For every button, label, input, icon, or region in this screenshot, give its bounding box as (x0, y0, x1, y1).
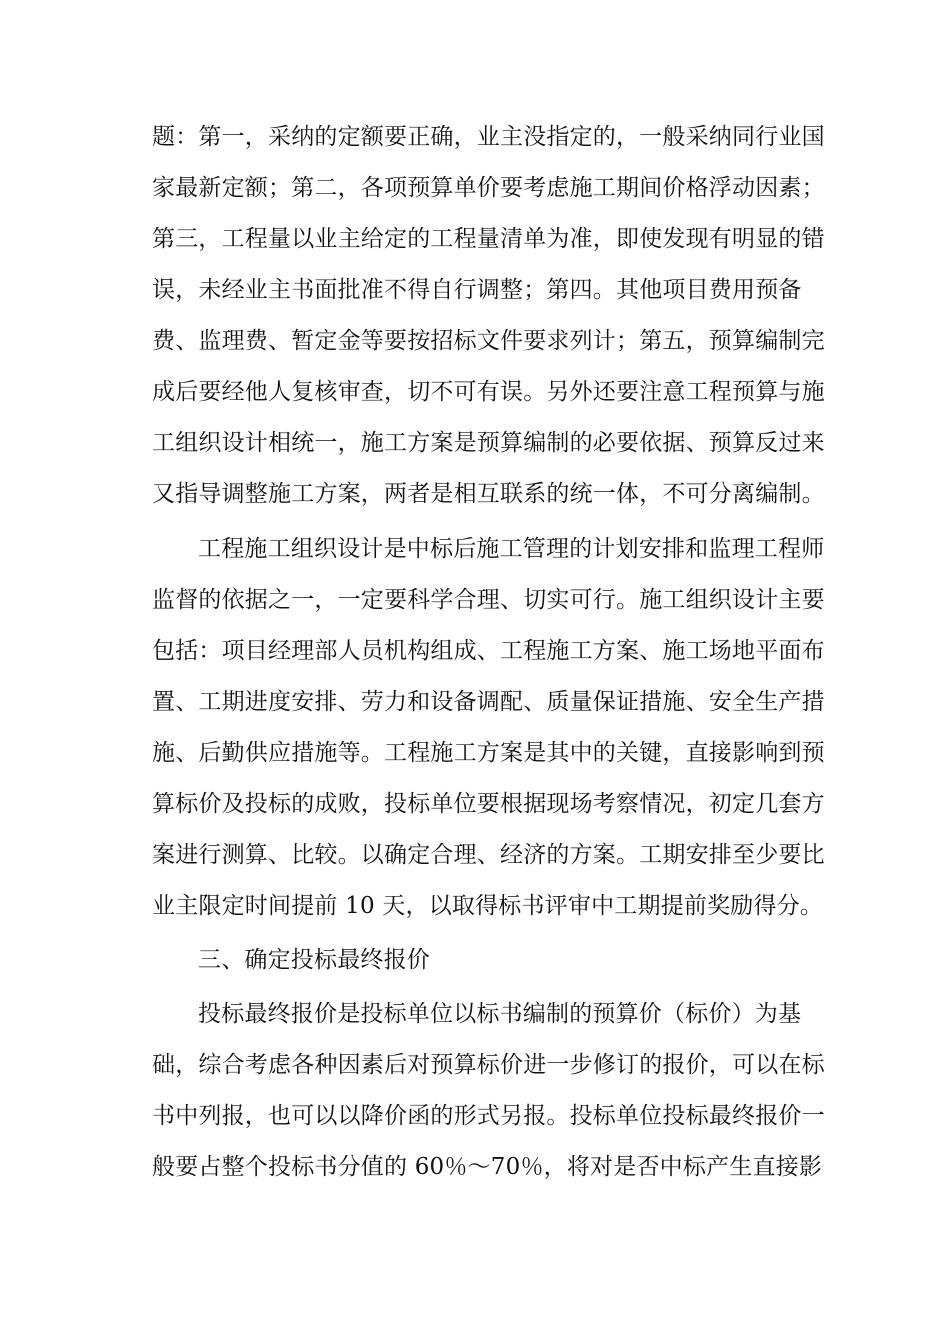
text-line: 工组织设计相统一，施工方案是预算编制的必要依据、预算反过来 (152, 430, 825, 456)
text-line: 包括：项目经理部人员机构组成、工程施工方案、施工场地平面布 (152, 638, 825, 664)
text-line: 算标价及投标的成败，投标单位要根据现场考察情况，初定几套方 (152, 791, 825, 817)
text-line: 施、后勤供应措施等。工程施工方案是其中的关键，直接影响到预 (152, 740, 825, 766)
text-line: 题：第一，采纳的定额要正确，业主没指定的，一般采纳同行业国 (152, 124, 825, 150)
paragraph-first-line: 工程施工组织设计是中标后施工管理的计划安排和监理工程师 (198, 536, 825, 562)
text-line: 费、监理费、暂定金等要按招标文件要求列计；第五，预算编制完 (152, 328, 825, 354)
text-line: 家最新定额；第二，各项预算单价要考虑施工期间价格浮动因素； (152, 175, 825, 201)
text-line: 础，综合考虑各种因素后对预算标价进一步修订的报价，可以在标 (152, 1052, 825, 1078)
text-line: 监督的依据之一，一定要科学合理、切实可行。施工组织设计主要 (152, 587, 825, 613)
text-line: 误，未经业主书面批准不得自行调整；第四。其他项目费用预备 (152, 277, 802, 303)
text-line: 业主限定时间提前 10 天，以取得标书评审中工期提前奖励得分。 (152, 893, 824, 919)
text-line: 又指导调整施工方案，两者是相互联系的统一体，不可分离编制。 (152, 481, 825, 507)
text-line: 置、工期进度安排、劳力和设备调配、质量保证措施、安全生产措 (152, 689, 825, 715)
text-line: 案进行测算、比较。以确定合理、经济的方案。工期安排至少要比 (152, 842, 825, 868)
paragraph-first-line: 投标最终报价是投标单位以标书编制的预算价（标价）为基 (198, 1001, 802, 1027)
section-heading: 三、确定投标最终报价 (198, 947, 430, 973)
text-line: 书中列报，也可以以降价函的形式另报。投标单位投标最终报价一 (152, 1103, 825, 1129)
text-line: 般要占整个投标书分值的 60％～70％，将对是否中标产生直接影 (152, 1154, 823, 1180)
text-line: 成后要经他人复核审查，切不可有误。另外还要注意工程预算与施 (152, 379, 825, 405)
text-line: 第三，工程量以业主给定的工程量清单为准，即使发现有明显的错 (152, 226, 825, 252)
